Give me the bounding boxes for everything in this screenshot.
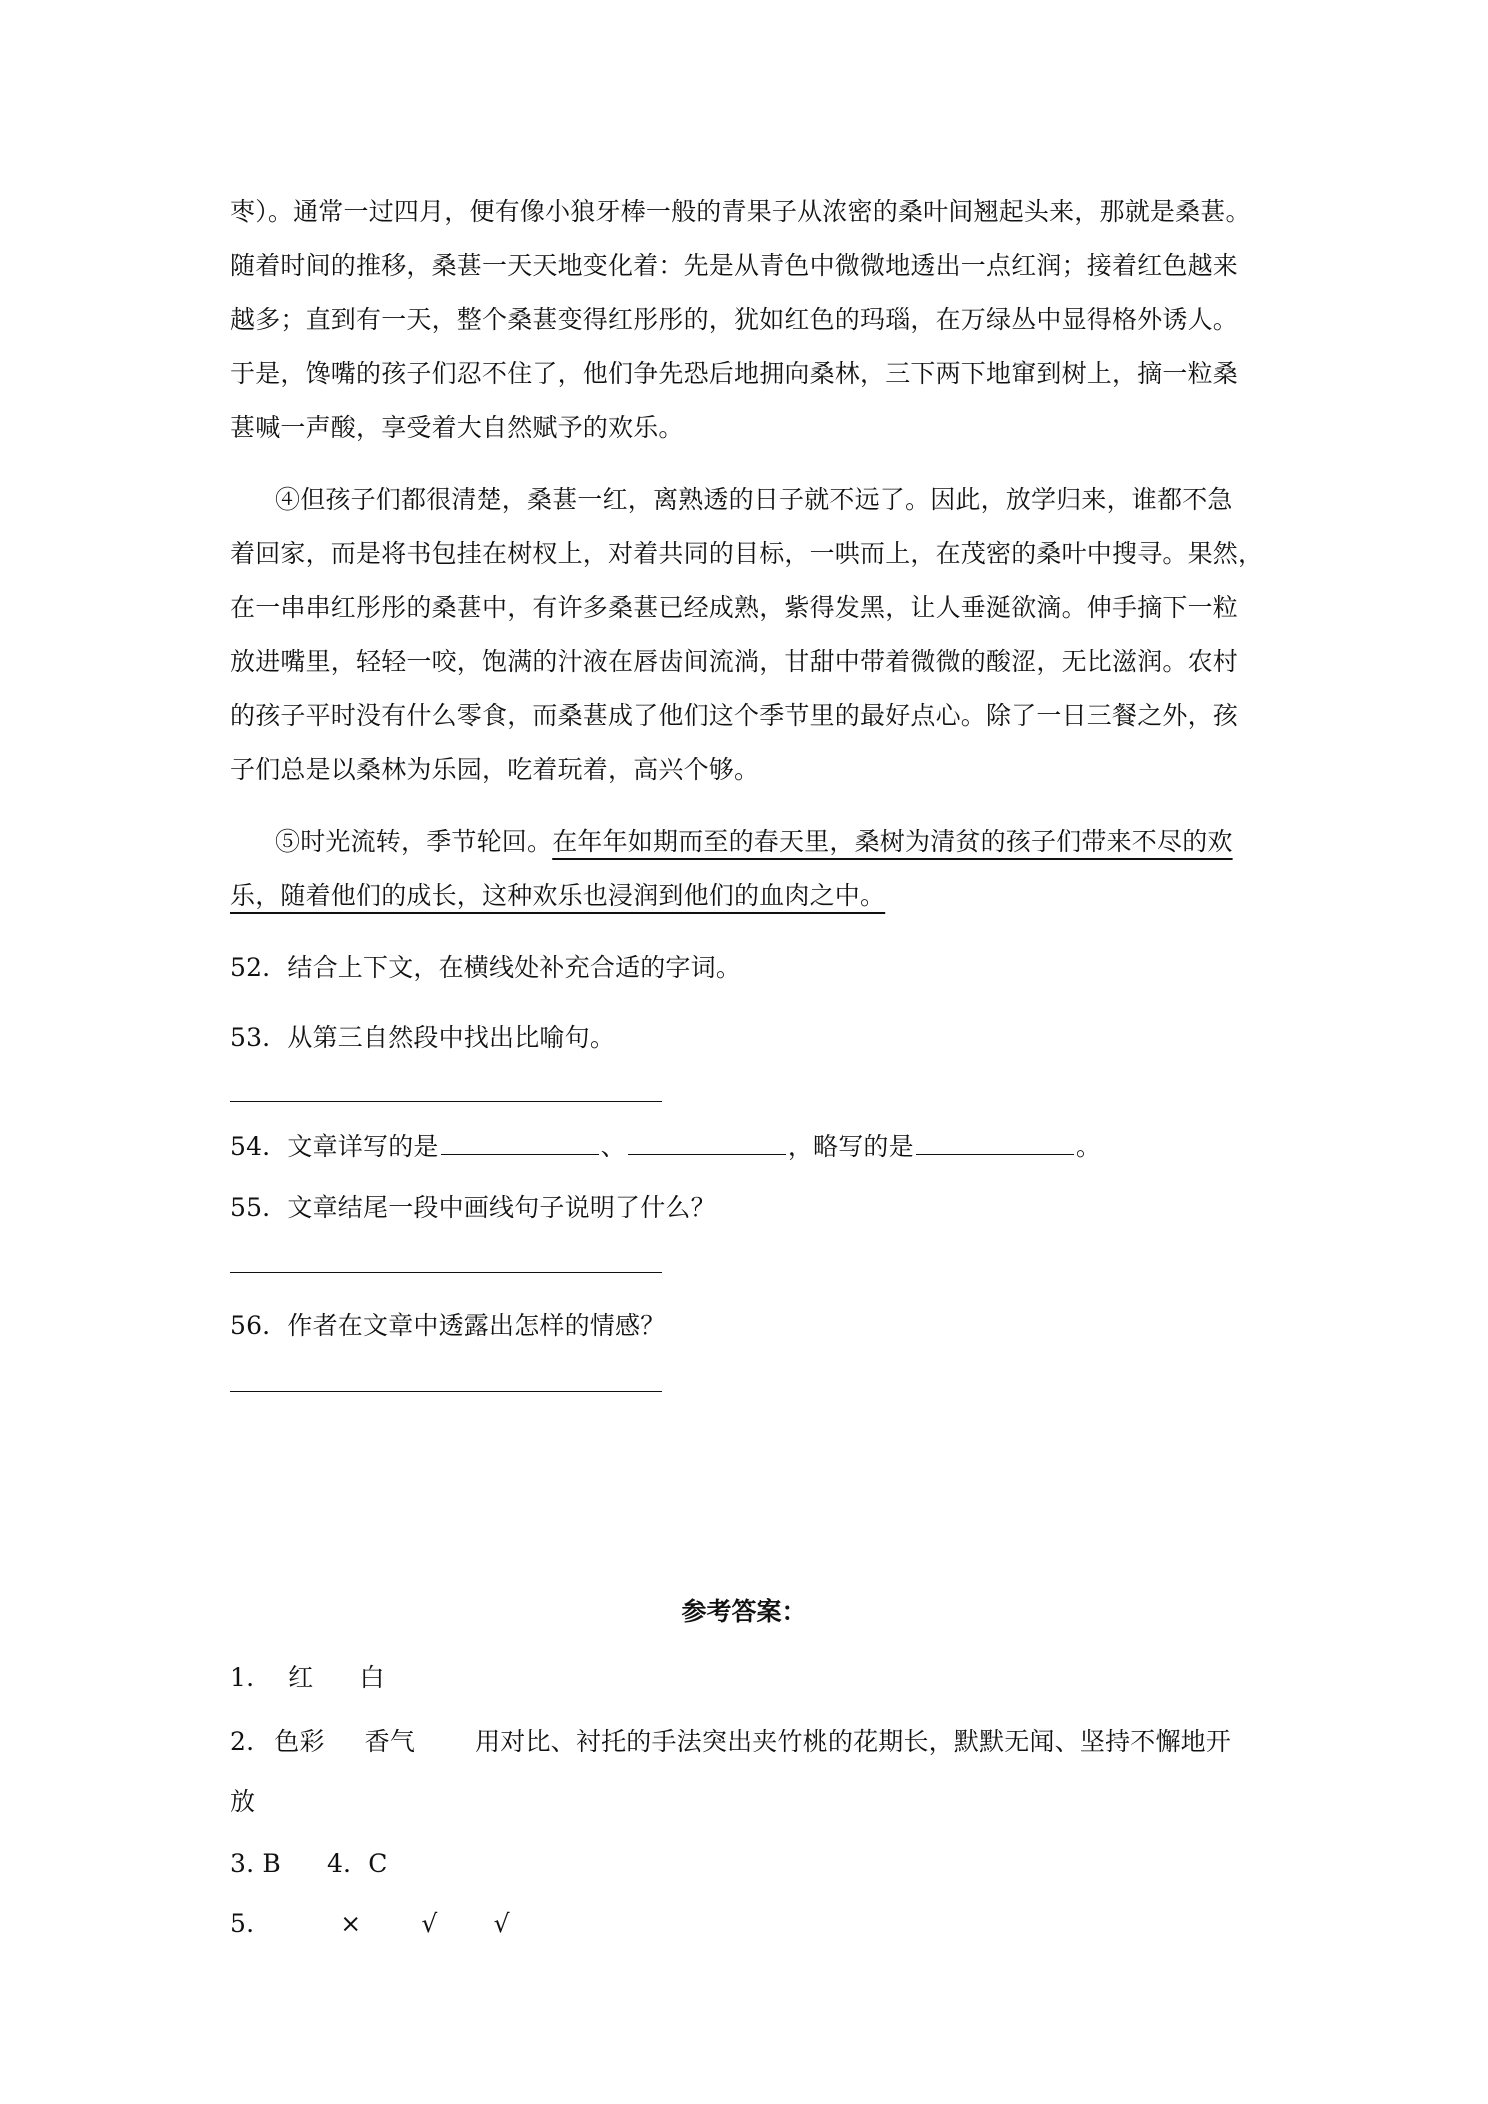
answer-5-value-2: √ <box>421 1909 438 1938</box>
answer-line-53[interactable] <box>230 1101 662 1102</box>
answer-1-value-2: 白 <box>359 1663 385 1692</box>
question-54-mid: ，略写的是 <box>787 1132 914 1161</box>
passage-p5-line-1 <box>275 824 1233 860</box>
answer-3: 3. B <box>230 1849 281 1878</box>
answer-1-value-1: 红 <box>288 1663 314 1692</box>
passage-p3-line-4: 于是，馋嘴的孩子们忍不住了，他们争先恐后地拥向桑林，三下两下地窜到树上，摘一粒桑 <box>230 359 1239 388</box>
answer-2-number: 2. <box>230 1727 255 1756</box>
answer-line-55[interactable] <box>230 1272 662 1273</box>
answer-2-value-1: 色彩 <box>274 1727 325 1756</box>
passage-p4-line-3: 在一串串红彤彤的桑葚中，有许多桑葚已经成熟，紫得发黑，让人垂涎欲滴。伸手摘下一粒 <box>230 593 1239 622</box>
question-52: 52．结合上下文，在横线处补充合适的字词。 <box>230 953 742 982</box>
question-55: 55．文章结尾一段中画线句子说明了什么？ <box>230 1193 716 1222</box>
answer-blank-54-2[interactable] <box>628 1128 786 1155</box>
passage-p5-line-2 <box>230 878 885 914</box>
answer-blank-54-3[interactable] <box>916 1128 1074 1155</box>
question-54-prefix: 54．文章详写的是 <box>230 1132 439 1161</box>
answer-2 <box>230 1724 1231 1760</box>
answer-1 <box>230 1660 385 1696</box>
question-53: 53．从第三自然段中找出比喻句。 <box>230 1023 616 1052</box>
passage-p4-line-6: 子们总是以桑林为乐园，吃着玩着，高兴个够。 <box>230 755 760 784</box>
answer-2-continued: 放 <box>230 1787 256 1816</box>
passage-p4-line-1: ④但孩子们都很清楚，桑葚一红，离熟透的日子就不远了。因此，放学归来，谁都不急 <box>275 485 1233 514</box>
answers-title: 参考答案： <box>681 1597 807 1626</box>
question-54 <box>230 1128 1101 1165</box>
answer-1-number: 1. <box>230 1663 255 1692</box>
answer-line-56[interactable] <box>230 1391 662 1392</box>
question-56: 56．作者在文章中透露出怎样的情感？ <box>230 1311 666 1340</box>
answer-3-4 <box>230 1846 388 1882</box>
question-54-end: 。 <box>1075 1132 1102 1161</box>
passage-p4-line-2: 着回家，而是将书包挂在树杈上，对着共同的目标，一哄而上，在茂密的桑叶中搜寻。果然， <box>230 539 1264 568</box>
passage-p5-underlined-a: 在年年如期而至的春天里，桑树为清贫的孩子们带来不尽的欢 <box>552 827 1233 856</box>
passage-p3-line-3: 越多；直到有一天，整个桑葚变得红彤彤的，犹如红色的玛瑙，在万绿丛中显得格外诱人。 <box>230 305 1239 334</box>
passage-p3-line-5: 葚喊一声酸，享受着大自然赋予的欢乐。 <box>230 413 684 442</box>
answer-5-number: 5. <box>230 1909 255 1938</box>
passage-p5-underlined-b: 乐，随着他们的成长，这种欢乐也浸润到他们的血肉之中。 <box>230 881 886 910</box>
answer-2-value-2: 香气 <box>364 1727 416 1756</box>
passage-p3-line-1: 枣）。通常一过四月，便有像小狼牙棒一般的青果子从浓密的桑叶间翘起头来，那就是桑葚。 <box>230 197 1251 226</box>
passage-p4-line-4: 放进嘴里，轻轻一咬，饱满的汁液在唇齿间流淌，甘甜中带着微微的酸涩，无比滋润。农村 <box>230 647 1239 676</box>
answer-blank-54-1[interactable] <box>441 1128 599 1155</box>
answer-5-value-1: × <box>340 1909 362 1938</box>
passage-p4-line-5: 的孩子平时没有什么零食，而桑葚成了他们这个季节里的最好点心。除了一日三餐之外，孩 <box>230 701 1239 730</box>
answer-5 <box>230 1906 510 1942</box>
answer-2-text: 用对比、衬托的手法突出夹竹桃的花期长，默默无闻、坚持不懈地开 <box>475 1727 1232 1756</box>
answer-5-value-3: √ <box>493 1909 510 1938</box>
question-54-sep: 、 <box>600 1132 626 1161</box>
passage-p3-line-2: 随着时间的推移，桑葚一天天地变化着：先是从青色中微微地透出一点红润；接着红色越来 <box>230 251 1239 280</box>
passage-p5-intro: ⑤时光流转，季节轮回。 <box>275 827 553 856</box>
answer-4: 4．C <box>326 1849 388 1878</box>
